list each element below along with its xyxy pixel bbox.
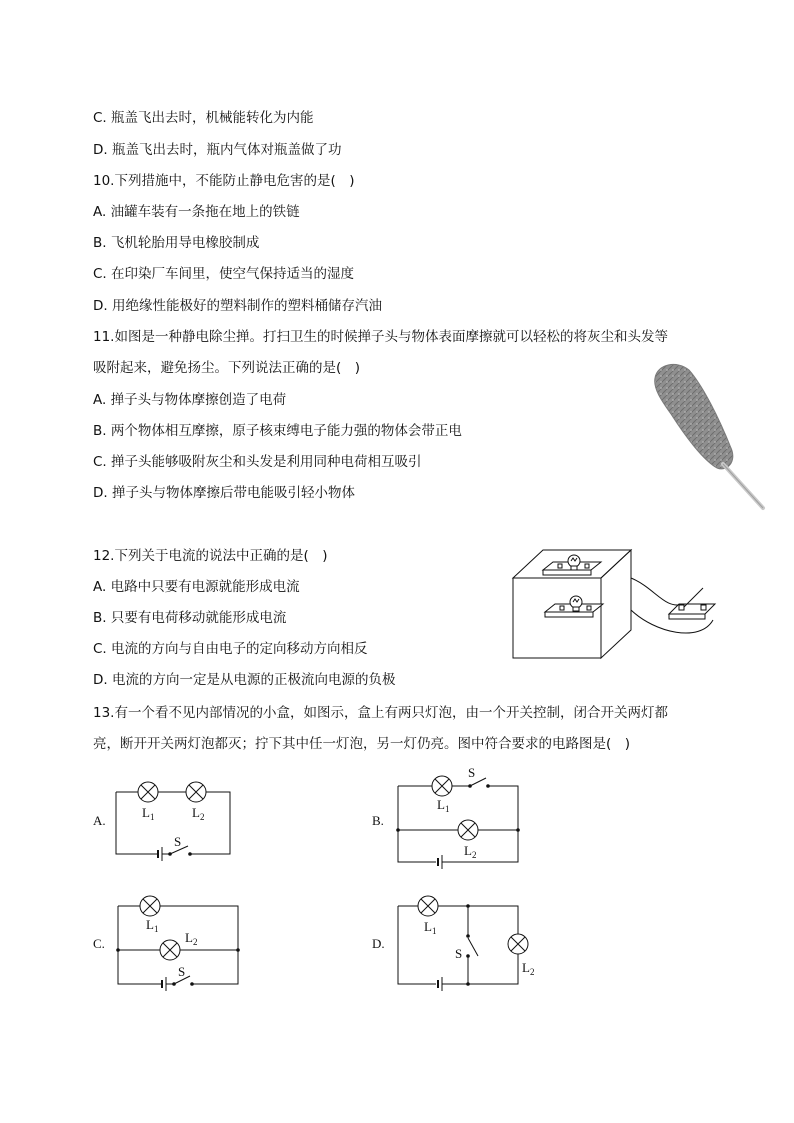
circuit-a-l2-label: $L_2$ bbox=[192, 805, 205, 822]
q12-option-d: D. 电流的方向一定是从电源的正极流向电源的负极 bbox=[93, 672, 396, 688]
circuit-d-diagram bbox=[390, 892, 540, 994]
q9-option-c: C. 瓶盖飞出去时，机械能转化为内能 bbox=[93, 110, 314, 126]
circuit-b-label: B. bbox=[372, 813, 384, 828]
q11-option-a: A. 掸子头与物体摩擦创造了电荷 bbox=[93, 392, 287, 408]
circuit-d-label: D. bbox=[372, 936, 385, 951]
circuit-a-s-label: S bbox=[174, 834, 182, 849]
circuit-b-l1-label: $L_1$ bbox=[437, 797, 450, 814]
circuit-c-l1-label: $L_1$ bbox=[146, 917, 159, 934]
circuit-c-label: C. bbox=[93, 936, 105, 951]
q11-stem-line1: 11.如图是一种静电除尘掸。打扫卫生的时候掸子头与物体表面摩擦就可以轻松的将灰尘和头发等 bbox=[93, 329, 668, 345]
circuit-a-label: A. bbox=[93, 813, 106, 828]
circuit-c-diagram bbox=[110, 892, 250, 994]
circuit-b-l2-label: $L_2$ bbox=[464, 843, 477, 860]
circuit-b-s-label: S bbox=[468, 766, 476, 780]
q9-option-d: D. 瓶盖飞出去时，瓶内气体对瓶盖做了功 bbox=[93, 142, 342, 158]
circuit-b-diagram bbox=[390, 766, 530, 872]
q11-option-d: D. 掸子头与物体摩擦后带电能吸引轻小物体 bbox=[93, 485, 355, 501]
q10-option-d: D. 用绝缘性能极好的塑料制作的塑料桶储存汽油 bbox=[93, 298, 382, 314]
lamp-box-diagram bbox=[505, 548, 730, 663]
circuit-c-l2-label: $L_2$ bbox=[185, 930, 198, 947]
q10-stem: 10.下列措施中，不能防止静电危害的是( ) bbox=[93, 173, 355, 189]
circuit-a-diagram bbox=[110, 772, 240, 864]
q11-option-b: B. 两个物体相互摩擦，原子核束缚电子能力强的物体会带正电 bbox=[93, 423, 462, 439]
circuit-d-s-label: S bbox=[455, 946, 463, 961]
electrostatic-duster-image bbox=[645, 360, 770, 515]
circuit-c-s-label: S bbox=[178, 964, 186, 979]
q13-stem-line2: 亮，断开开关两灯泡都灭；拧下其中任一灯泡，另一灯仍亮。图中符合要求的电路图是( ) bbox=[93, 736, 631, 752]
q11-stem-line2: 吸附起来，避免扬尘。下列说法正确的是( ) bbox=[93, 360, 361, 376]
q12-option-a: A. 电路中只要有电源就能形成电流 bbox=[93, 579, 300, 595]
circuit-a-l1-label: $L_1$ bbox=[142, 805, 155, 822]
circuit-d-l2-label: $L_2$ bbox=[522, 960, 535, 977]
q12-option-b: B. 只要有电荷移动就能形成电流 bbox=[93, 610, 287, 626]
q10-option-b: B. 飞机轮胎用导电橡胶制成 bbox=[93, 235, 260, 251]
q10-option-c: C. 在印染厂车间里，使空气保持适当的湿度 bbox=[93, 266, 355, 282]
q13-stem-line1: 13.有一个看不见内部情况的小盒，如图示，盒上有两只灯泡，由一个开关控制，闭合开关两灯都 bbox=[93, 705, 668, 721]
q11-option-c: C. 掸子头能够吸附灰尘和头发是利用同种电荷相互吸引 bbox=[93, 454, 422, 470]
circuit-d-l1-label: $L_1$ bbox=[424, 919, 437, 936]
q12-option-c: C. 电流的方向与自由电子的定向移动方向相反 bbox=[93, 641, 368, 657]
q10-option-a: A. 油罐车装有一条拖在地上的铁链 bbox=[93, 204, 300, 220]
q12-stem: 12.下列关于电流的说法中正确的是( ) bbox=[93, 548, 328, 564]
